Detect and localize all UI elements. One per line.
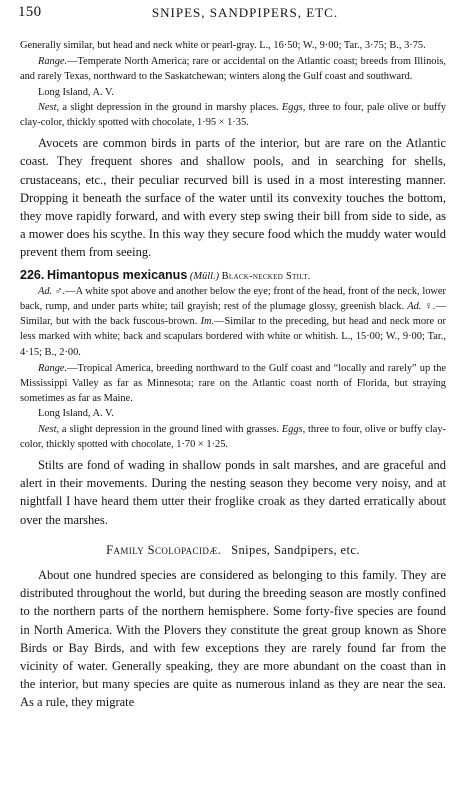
species-number: 226. [20, 267, 45, 282]
range-label: Range. [38, 56, 68, 68]
immature-label: Im. [200, 316, 215, 328]
avocet-nest [20, 100, 446, 130]
family-name: Family Scolopacidæ. [106, 542, 222, 557]
family-paragraph: About one hundred species are considered as belonging to this family. They are distributed throughout the world, but during the breeding season are mostly confined to the northern parts of the northern hemisphere. Some forty-five species are found in North America. With the Plovers they constitute the great group known as Shore Birds or Bay Birds, and with few exceptions they are rarely found far from the vicinity of water. Generally speaking, they are more abundant on the coast than in the interior, but many species are quite as numerous inland as they are near the sea. As a rule, they migrate [20, 567, 446, 710]
range-label: Range. [38, 362, 68, 374]
adult-female-text: —Similar, but with the back fuscous-brown. [20, 301, 446, 328]
nest-text: a slight depression in the ground in marshy places. [59, 101, 282, 113]
family-common-name: Snipes, Sandpipers, etc. [231, 542, 360, 557]
stilt-long-island: Long Island, A. V. [38, 408, 114, 420]
avocet-measurements: Generally similar, but head and neck white or pearl-gray. L., 16·50; W., 9·00; Tar., 3·75; B., 3·75. [20, 40, 426, 51]
eggs-text: three to four, olive or buffy clay-color, thickly spotted with chocolate, 1·70 × 1·25. [20, 423, 446, 450]
immature-text: —Similar to the preceding, but head and neck more or less marked with white; back and scapulars bordered with white or whitish. L., 15·00; W., 9·00; Tar., 4·15; B., 2·00. [20, 316, 447, 358]
adult-male-label: Ad. ♂. [38, 285, 66, 297]
page-header [0, 0, 464, 28]
page-number: 150 [18, 4, 42, 20]
nest-label: Nest, [38, 423, 60, 435]
adult-female-label: Ad. ♀. [407, 301, 436, 313]
nest-label: Nest, [38, 101, 60, 113]
family-heading [20, 543, 446, 558]
range-text: —Temperate North America; rare or accidental on the Atlantic coast; breeds from Illinois, and rarely Texas, northward to the Saskatchewan; winters along the Gulf coast and southward. [20, 56, 446, 83]
species-common-name: Black-necked Stilt. [221, 270, 311, 282]
species-scientific-name: Himantopus mexicanus [46, 267, 188, 282]
eggs-label: Eggs, [281, 423, 306, 435]
stilt-heading [20, 268, 446, 284]
range-text: —Tropical America, breeding northward to the Gulf coast and “locally and rarely” up the Mississippi Valley as far as Minnesota; rare on the Atlantic coast north of Florida, but straying sometimes as far as Maine. [20, 362, 446, 405]
stilt-nest [20, 422, 446, 452]
nest-text: a slight depression in the ground lined with grasses. [59, 423, 282, 435]
avocet-paragraph: Avocets are common birds in parts of the interior, but are rare on the Atlantic coast. They frequent shores and shallow pools, and in searching for shells, crustaceans, etc., their peculiar recurved bill is used in a most interesting manner. Dropping it beneath the surface of the water until its convexity touches the bottom, they move rapidly forward, and with every step swing their bill from side to side, as a mower does his scythe. In this way they secure food which the muddy water would prevent them from seeing. [20, 136, 446, 260]
avocet-long-island: Long Island, A. V. [38, 86, 114, 98]
stilt-description [20, 284, 446, 360]
eggs-label: Eggs, [281, 101, 306, 113]
running-head: SNIPES, SANDPIPERS, ETC. [151, 5, 339, 20]
species-authority: (Müll.) [189, 270, 220, 282]
page-content [20, 38, 446, 712]
avocet-range [20, 54, 446, 84]
adult-male-text: —A white spot above and another below the eye; front of the head, front of the neck, lower back, rump, and under parts white; tail grayish; rest of the plumage glossy, greenish black. [20, 285, 446, 313]
eggs-text: three to four, pale olive or buffy clay-color, thickly spotted with chocolate, 1·95 × 1·35. [20, 101, 446, 129]
stilt-paragraph: Stilts are fond of wading in shallow ponds in salt marshes, and are graceful and alert in their movements. During the nesting season they become very noisy, and at nightfall I have heard them utter their froglike croak as they darted erratically about over the marshes. [20, 458, 446, 527]
stilt-range [20, 361, 446, 407]
